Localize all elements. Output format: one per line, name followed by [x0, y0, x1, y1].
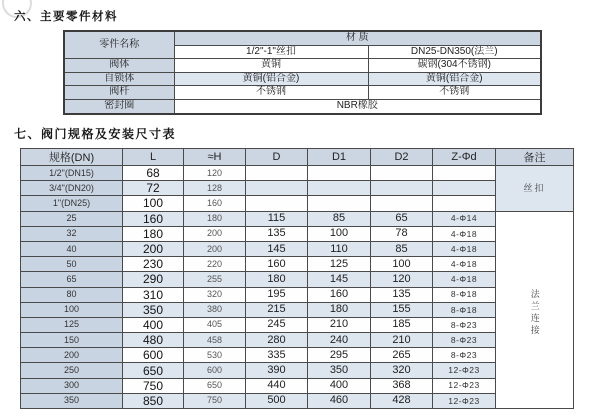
spec-cell: 440 — [246, 378, 308, 393]
spec-cell: 245 — [246, 317, 308, 332]
spec-cell: 68 — [123, 166, 184, 181]
spec-cell: 200 — [184, 241, 246, 256]
spec-cell — [371, 181, 433, 196]
spec-cell-size: 125 — [21, 317, 123, 332]
spec-cell: 160 — [308, 287, 371, 302]
spec-cell-size: 25 — [21, 211, 123, 226]
material-cell: 不锈钢 — [174, 86, 368, 100]
spec-cell: 12-Φ23 — [433, 363, 496, 378]
col-header-D: D — [246, 149, 308, 166]
spec-cell: 350 — [308, 363, 371, 378]
part-name-cell: 密封圈 — [64, 99, 174, 113]
spec-cell: 4-Φ18 — [433, 241, 496, 256]
spec-cell: 85 — [308, 211, 371, 226]
spec-cell: 120 — [371, 272, 433, 287]
spec-cell: 390 — [246, 363, 308, 378]
material-header: 材 质 — [174, 31, 541, 45]
spec-cell-size: 3/4"(DN20) — [21, 181, 123, 196]
spec-cell-size: 150 — [21, 333, 123, 348]
spec-cell: 458 — [184, 333, 246, 348]
part-name-header: 零件名称 — [64, 31, 174, 59]
spec-table-row — [21, 393, 574, 408]
spec-cell: 4-Φ14 — [433, 211, 496, 226]
spec-cell-size: 350 — [21, 393, 123, 408]
spec-cell: 185 — [371, 317, 433, 332]
spec-table-row — [21, 272, 574, 287]
spec-cell: 100 — [371, 257, 433, 272]
materials-row-body — [64, 59, 541, 73]
spec-cell: 280 — [246, 333, 308, 348]
materials-row-seal — [64, 99, 541, 113]
spec-cell-size: 1"(DN25) — [21, 196, 123, 211]
spec-cell: 100 — [123, 196, 184, 211]
subheader-threaded: 1/2"-1"丝扣 — [174, 45, 368, 59]
spec-table-row — [21, 317, 574, 332]
section-title-dimensions: 七、阀门规格及安装尺寸表 — [14, 127, 177, 141]
spec-cell-size: 40 — [21, 241, 123, 256]
spec-cell: 8-Φ18 — [433, 302, 496, 317]
spec-table-row — [21, 348, 574, 363]
spec-cell: 428 — [371, 393, 433, 408]
col-header-L: L — [123, 149, 184, 166]
spec-cell: 160 — [246, 257, 308, 272]
spec-table-row — [21, 302, 574, 317]
spec-table-row — [21, 378, 574, 393]
spec-cell: 180 — [123, 226, 184, 241]
spec-cell-size: 65 — [21, 272, 123, 287]
spec-cell-size: 200 — [21, 348, 123, 363]
spec-cell: 85 — [371, 241, 433, 256]
spec-cell: 210 — [371, 333, 433, 348]
spec-cell — [371, 166, 433, 181]
part-name-cell: 阀体 — [64, 59, 174, 73]
materials-header-row — [64, 31, 541, 45]
spec-cell: 135 — [246, 226, 308, 241]
col-header-H: ≈H — [184, 149, 246, 166]
col-header-D2: D2 — [371, 149, 433, 166]
spec-cell: 320 — [371, 363, 433, 378]
spec-table-row — [21, 287, 574, 302]
spec-cell-size: 100 — [21, 302, 123, 317]
spec-cell — [246, 166, 308, 181]
spec-cell: 750 — [184, 393, 246, 408]
remark-flanged-text: 法兰连接 — [529, 288, 540, 337]
spec-cell: 310 — [123, 287, 184, 302]
col-header-bolts: Z-Φd — [433, 149, 496, 166]
spec-cell: 400 — [123, 317, 184, 332]
materials-table — [63, 30, 542, 115]
material-cell: 黄铜(铝合金) — [174, 72, 368, 86]
spec-cell-size: 1/2"(DN15) — [21, 166, 123, 181]
spec-cell: 110 — [308, 241, 371, 256]
spec-cell — [433, 166, 496, 181]
spec-cell: 220 — [184, 257, 246, 272]
spec-cell: 210 — [308, 317, 371, 332]
spec-cell: 295 — [308, 348, 371, 363]
spec-cell: 215 — [246, 302, 308, 317]
spec-cell — [371, 196, 433, 211]
part-name-cell: 阀杆 — [64, 86, 174, 100]
material-cell: 碳钢(304不锈钢) — [368, 59, 541, 73]
spec-table-row — [21, 166, 574, 181]
spec-cell-size: 32 — [21, 226, 123, 241]
spec-table-row — [21, 257, 574, 272]
spec-cell: 8-Φ23 — [433, 317, 496, 332]
spec-cell-size: 50 — [21, 257, 123, 272]
spec-table-row — [21, 333, 574, 348]
spec-cell: 750 — [123, 378, 184, 393]
spec-cell-size: 250 — [21, 363, 123, 378]
subheader-flanged: DN25-DN350(法兰) — [368, 45, 541, 59]
spec-cell: 600 — [123, 348, 184, 363]
spec-cell: 180 — [308, 302, 371, 317]
spec-cell: 4-Φ18 — [433, 272, 496, 287]
material-cell: 黄铜(铝合金) — [368, 72, 541, 86]
spec-cell: 350 — [123, 302, 184, 317]
spec-cell: 135 — [371, 287, 433, 302]
spec-cell: 8-Φ18 — [433, 287, 496, 302]
remark-flanged-cell — [496, 211, 574, 408]
material-cell: 黄铜 — [174, 59, 368, 73]
spec-cell: 180 — [246, 272, 308, 287]
spec-table-row — [21, 211, 574, 226]
spec-cell: 320 — [184, 287, 246, 302]
col-header-remark: 备注 — [496, 149, 574, 166]
spec-table-row — [21, 196, 574, 211]
spec-cell: 145 — [246, 241, 308, 256]
materials-row-stem — [64, 86, 541, 100]
spec-cell: 4-Φ18 — [433, 226, 496, 241]
spec-cell: 400 — [308, 378, 371, 393]
spec-cell — [246, 196, 308, 211]
spec-cell — [308, 196, 371, 211]
spec-cell: 368 — [371, 378, 433, 393]
spec-cell — [246, 181, 308, 196]
remark-threaded-cell: 丝扣 — [496, 166, 574, 212]
spec-cell: 160 — [123, 211, 184, 226]
spec-cell: 500 — [246, 393, 308, 408]
spec-cell: 405 — [184, 317, 246, 332]
spec-cell: 230 — [123, 257, 184, 272]
spec-cell: 4-Φ18 — [433, 257, 496, 272]
spec-cell: 200 — [123, 241, 184, 256]
spec-cell: 255 — [184, 272, 246, 287]
col-header-D1: D1 — [308, 149, 371, 166]
spec-cell: 480 — [123, 333, 184, 348]
spec-cell: 8-Φ23 — [433, 348, 496, 363]
spec-cell: 12-Φ23 — [433, 393, 496, 408]
spec-cell: 120 — [184, 166, 246, 181]
material-cell-span: NBR橡胶 — [174, 99, 541, 113]
spec-cell: 380 — [184, 302, 246, 317]
spec-cell-size: 300 — [21, 378, 123, 393]
spec-cell-size: 80 — [21, 287, 123, 302]
spec-cell — [308, 181, 371, 196]
spec-cell: 460 — [308, 393, 371, 408]
spec-cell: 145 — [308, 272, 371, 287]
spec-cell: 290 — [123, 272, 184, 287]
spec-cell: 200 — [184, 226, 246, 241]
spec-table-row — [21, 181, 574, 196]
spec-cell: 160 — [184, 196, 246, 211]
spec-cell: 335 — [246, 348, 308, 363]
materials-row-lockbody — [64, 72, 541, 86]
spec-cell: 650 — [184, 378, 246, 393]
spec-cell: 128 — [184, 181, 246, 196]
spec-table-row — [21, 363, 574, 378]
spec-cell: 115 — [246, 211, 308, 226]
spec-cell: 72 — [123, 181, 184, 196]
spec-cell: 265 — [371, 348, 433, 363]
spec-cell: 180 — [184, 211, 246, 226]
spec-cell: 530 — [184, 348, 246, 363]
part-name-cell: 自锁体 — [64, 72, 174, 86]
col-header-size: 规格(DN) — [21, 149, 123, 166]
spec-cell: 195 — [246, 287, 308, 302]
spec-header-row — [21, 149, 574, 166]
spec-cell: 850 — [123, 393, 184, 408]
spec-cell: 65 — [371, 211, 433, 226]
spec-cell: 125 — [308, 257, 371, 272]
spec-table-row — [21, 241, 574, 256]
section-title-materials: 六、主要零件材料 — [14, 11, 118, 23]
spec-cell: 155 — [371, 302, 433, 317]
spec-cell: 240 — [308, 333, 371, 348]
spec-cell: 650 — [123, 363, 184, 378]
spec-cell: 12-Φ23 — [433, 378, 496, 393]
spec-cell: 600 — [184, 363, 246, 378]
spec-cell: 78 — [371, 226, 433, 241]
spec-cell: 8-Φ23 — [433, 333, 496, 348]
spec-cell — [433, 181, 496, 196]
spec-cell — [308, 166, 371, 181]
spec-cell — [433, 196, 496, 211]
spec-table — [20, 148, 574, 409]
spec-cell: 100 — [308, 226, 371, 241]
material-cell: 不锈钢 — [368, 86, 541, 100]
spec-table-body — [21, 166, 574, 409]
spec-table-row — [21, 226, 574, 241]
